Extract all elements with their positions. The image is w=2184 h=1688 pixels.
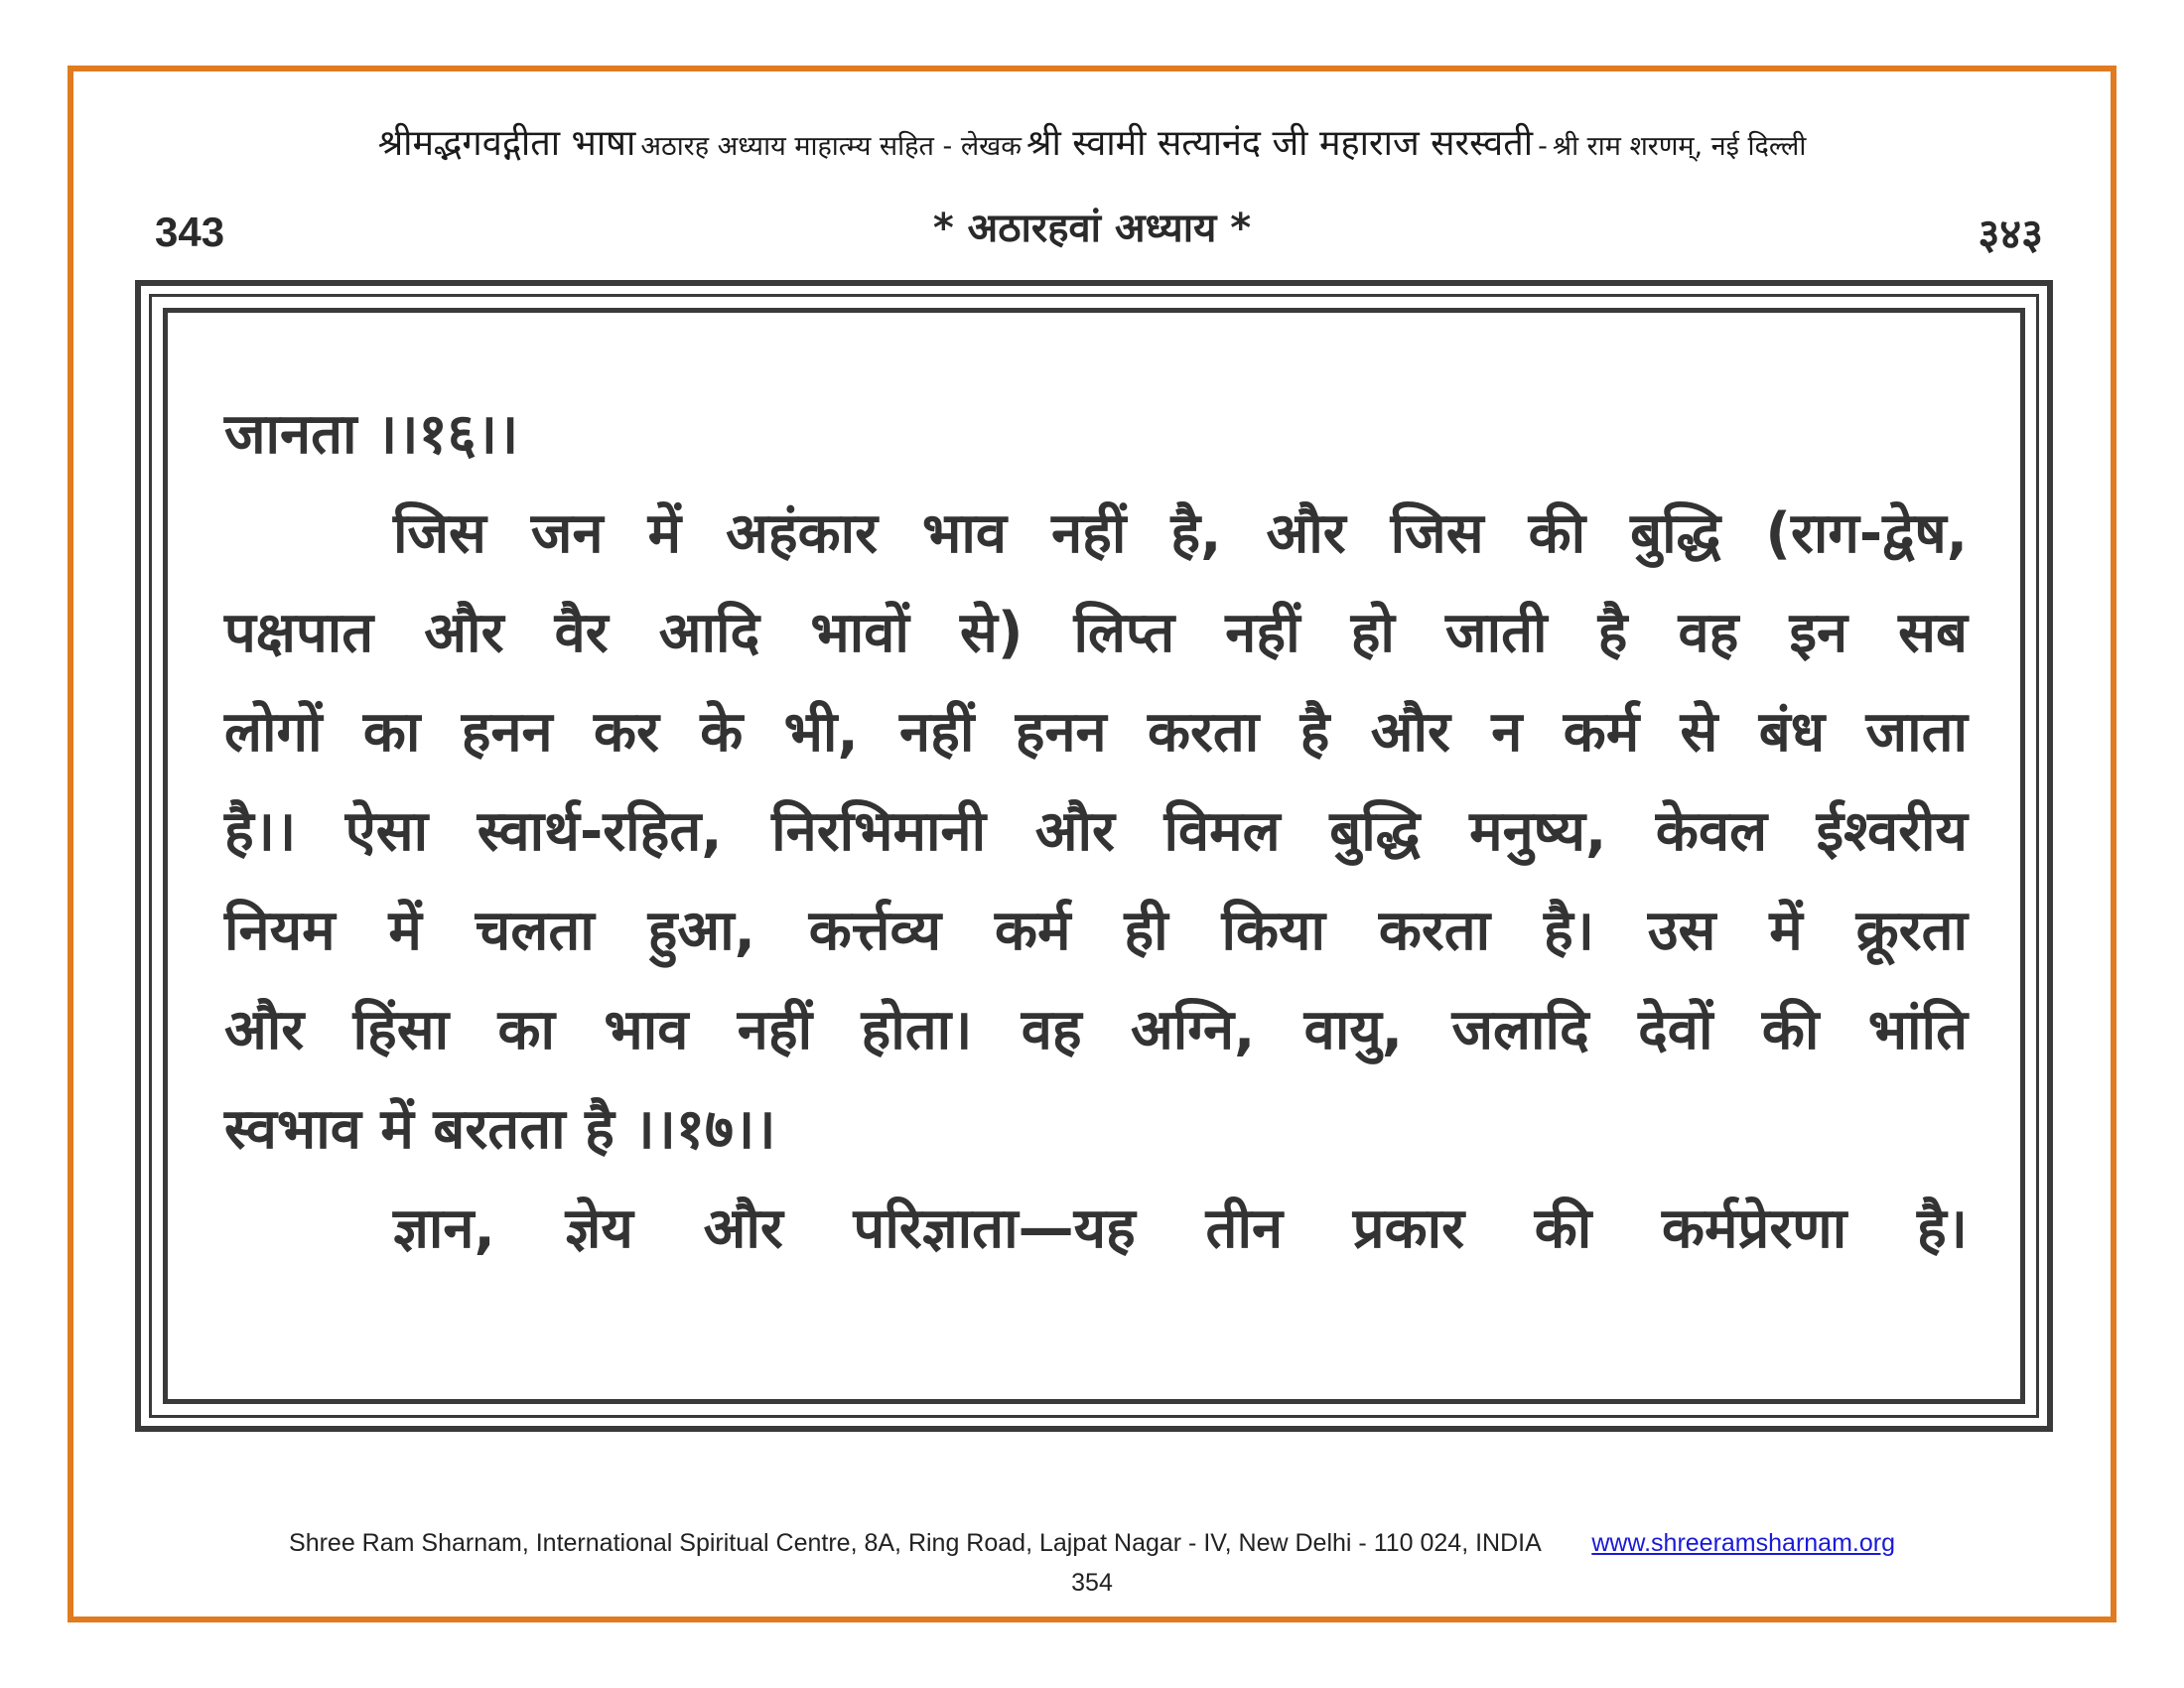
footer (0, 1529, 2184, 1558)
header-title: श्रीमद्भगवद्गीता भाषा (377, 123, 636, 164)
footer-page-number: 354 (1071, 1569, 1113, 1597)
text-line: पक्षपात और वैर आदि भावों से) लिप्त नहीं हो जाती है वह इन सब (224, 601, 1968, 665)
page-number-right: ३४३ (1978, 210, 2043, 258)
website-link[interactable]: www.shreeramsharnam.org (1591, 1529, 1895, 1557)
scripture-text (224, 385, 1968, 1279)
header-author: श्री स्वामी सत्यानंद जी महाराज सरस्वती (1026, 123, 1534, 164)
text-line: ज्ञान, ज्ञेय और परिज्ञाता—यह तीन प्रकार की कर्मप्रेरणा है। (393, 1196, 1968, 1261)
text-line: नियम में चलता हुआ, कर्त्तव्य कर्म ही किया करता है। उस में क्रूरता (224, 899, 1968, 963)
text-line: लोगों का हनन कर के भी, नहीं हनन करता है और न कर्म से बंध जाता (224, 700, 1968, 765)
text-line: जानता ।।१६।। (224, 402, 519, 467)
header-publisher: श्री राम शरणम्, नई दिल्ली (1552, 131, 1807, 162)
footer-address: Shree Ram Sharnam, International Spiritual Centre, 8A, Ring Road, Lajpat Nagar - IV, New Delhi - 110 024, INDIA (289, 1529, 1541, 1557)
text-line: स्वभाव में बरतता है ।।१७।। (224, 1097, 776, 1162)
text-line: जिस जन में अहंकार भाव नहीं है, और जिस की बुद्धि (राग-द्वेष, (393, 501, 1968, 566)
header-separator: - (1538, 131, 1548, 162)
document-header (0, 117, 2184, 166)
chapter-title: * अठारहवां अध्याय * (932, 206, 1252, 251)
text-line: है।। ऐसा स्वार्थ-रहित, निरभिमानी और विमल बुद्धि मनुष्य, केवल ईश्वरीय (224, 799, 1968, 864)
text-line: और हिंसा का भाव नहीं होता। वह अग्नि, वायु, जलादि देवों की भांति (224, 998, 1968, 1062)
header-subtitle: अठारह अध्याय माहात्म्य सहित - लेखक (640, 131, 1022, 162)
page-number-left: 343 (155, 209, 225, 255)
